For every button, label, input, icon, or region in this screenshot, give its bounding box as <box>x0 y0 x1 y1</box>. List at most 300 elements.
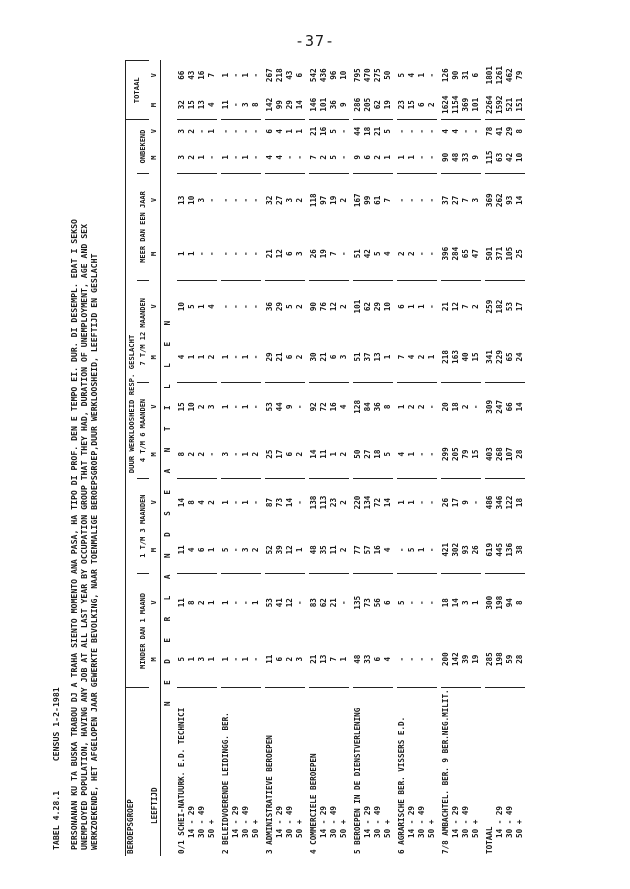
cell-value: 21 <box>441 302 450 312</box>
cell-value: 77 <box>353 526 363 574</box>
cell-value: 4 <box>197 500 206 505</box>
cell-value: 32 <box>177 90 187 120</box>
cell-value: 1 <box>207 129 216 134</box>
cell-value: 44 <box>275 402 284 412</box>
cell-value: 396 <box>441 227 451 281</box>
cell-value: - <box>251 500 260 505</box>
age-label: 50 + <box>251 819 260 838</box>
cell-value: - <box>197 227 207 281</box>
cell-value: 36 <box>329 90 339 120</box>
period-header-gt1y: MEER DAN EEN JAAR <box>137 173 148 281</box>
cell-value: 1 <box>187 227 197 281</box>
cell-value: 1 <box>427 332 437 383</box>
table-row <box>485 61 495 857</box>
cell-value: 2 <box>339 430 349 478</box>
cell-value: - <box>427 600 436 605</box>
cell-value: 51 <box>353 227 363 281</box>
cell-value: 521 <box>505 90 515 120</box>
cell-value: 135 <box>353 595 362 610</box>
table-row <box>515 61 525 857</box>
sex-header: V <box>150 73 159 78</box>
cell-value: 47 <box>471 227 481 281</box>
cell-value: 35 <box>319 526 329 574</box>
cell-value: 101 <box>471 90 481 120</box>
cell-value: 122 <box>505 495 514 510</box>
cell-value: - <box>427 227 437 281</box>
cell-value: 6 <box>275 631 285 688</box>
cell-value: 1 <box>295 526 305 574</box>
cell-value: 5 <box>285 304 294 309</box>
cell-value: 1 <box>251 600 260 605</box>
cell-value: 2 <box>417 404 426 410</box>
cell-value: 2 <box>339 526 349 574</box>
cell-value: 6 <box>265 129 274 134</box>
cell-value: 13 <box>319 631 329 688</box>
table-row <box>187 61 197 857</box>
cell-value: 3 <box>285 197 294 203</box>
cell-value: 267 <box>265 68 274 83</box>
cell-value: 5 <box>383 129 392 134</box>
cell-value: - <box>295 500 304 505</box>
cell-value: 93 <box>505 195 514 205</box>
cell-value: 2 <box>295 197 304 203</box>
sex-header: M <box>150 102 159 108</box>
cell-value: 462 <box>505 68 514 83</box>
cell-value: 1 <box>241 404 250 410</box>
cell-value: 4 <box>177 332 187 383</box>
cell-value: 17 <box>275 430 285 478</box>
cell-value: 167 <box>353 193 362 208</box>
cell-value: 2 <box>251 430 261 478</box>
cell-value: 1 <box>417 72 426 78</box>
cell-value: 299 <box>441 430 451 478</box>
cell-value: 7 <box>329 227 339 281</box>
cell-value: 94 <box>505 598 514 608</box>
census-date: CENSUS 1-2-1981 <box>51 687 61 762</box>
beroepsgroep-label: BEROEPSGROEP <box>126 799 135 854</box>
cell-value: 6 <box>383 600 392 605</box>
age-label: 30 - 49 <box>461 805 470 838</box>
cell-value: 7 <box>329 631 339 688</box>
cell-value: 445 <box>495 526 505 574</box>
sex-header: V <box>150 404 159 409</box>
table-row <box>221 61 231 857</box>
cell-value: 99 <box>275 90 285 120</box>
table-row <box>339 61 349 857</box>
cell-value: 1 <box>397 142 407 173</box>
cell-value: 29 <box>285 90 295 120</box>
cell-value: 5 <box>373 227 383 281</box>
cell-value: 1624 <box>441 90 451 120</box>
age-label: 50 + <box>295 819 304 838</box>
table-row <box>197 61 207 857</box>
cell-value: 72 <box>373 497 382 508</box>
unemployment-table <box>125 60 525 856</box>
cell-value: 4 <box>383 526 393 574</box>
cell-value: 1 <box>339 631 349 688</box>
cell-value: 7 <box>461 197 470 203</box>
cell-value: - <box>231 500 240 505</box>
cell-value: - <box>427 526 437 574</box>
cell-value: 19 <box>329 195 338 205</box>
cell-value: 7 <box>207 72 216 78</box>
cell-value: 48 <box>451 142 461 173</box>
cell-value: 4 <box>451 129 460 134</box>
age-label: 30 - 49 <box>197 805 206 838</box>
cell-value: 7 <box>309 142 319 173</box>
cell-value: 285 <box>485 631 495 688</box>
cell-value: 501 <box>485 227 495 281</box>
cell-value: 182 <box>495 299 504 314</box>
cell-value: 42 <box>363 227 373 281</box>
table-row <box>471 61 481 857</box>
cell-value: 619 <box>485 526 495 574</box>
cell-value: - <box>251 404 260 410</box>
cell-value: 126 <box>441 68 450 83</box>
cell-value: - <box>407 631 417 688</box>
cell-value: - <box>285 142 295 173</box>
cell-value: 90 <box>441 142 451 173</box>
cell-value: 12 <box>329 302 338 312</box>
cell-value: 19 <box>319 227 329 281</box>
cell-value: 21 <box>265 227 275 281</box>
period-header-lt1: MINDER DAN 1 MAAND <box>137 574 148 688</box>
cell-value: 10 <box>187 402 196 412</box>
age-label: 30 - 49 <box>373 805 382 838</box>
cell-value: 23 <box>329 497 338 508</box>
cell-value: 20 <box>441 402 450 412</box>
cell-value: - <box>397 129 406 134</box>
cell-value: - <box>251 197 260 203</box>
cell-value: 5 <box>177 631 187 688</box>
cell-value: 52 <box>265 526 275 574</box>
table-row <box>285 61 295 857</box>
sex-header: V <box>150 304 159 309</box>
cell-value: 14 <box>515 402 524 412</box>
table-row <box>451 61 461 857</box>
cell-value: 101 <box>319 90 329 120</box>
cell-value: 48 <box>353 631 363 688</box>
cell-value: 4 <box>383 631 393 688</box>
cell-value: 15 <box>471 332 481 383</box>
cell-value: 1 <box>471 600 480 605</box>
cell-value: - <box>197 129 206 134</box>
cell-value: 371 <box>495 227 505 281</box>
cell-value: 1 <box>241 430 251 478</box>
cell-value: 99 <box>363 195 372 205</box>
cell-value: 1 <box>285 129 294 134</box>
cell-value: 101 <box>353 299 362 314</box>
cell-value: - <box>221 227 231 281</box>
cell-value: 3 <box>241 526 251 574</box>
cell-value: 13 <box>373 332 383 383</box>
cell-value: 90 <box>309 302 318 312</box>
duur-header: DUUR WERKLOOSHEID RESP. GESLACHT <box>126 120 138 688</box>
region-label: N E D E R L A N D S E A N T I L L E N <box>163 314 172 706</box>
cell-value: 21 <box>319 332 329 383</box>
cell-value: 105 <box>505 227 515 281</box>
cell-value: 18 <box>441 598 450 608</box>
cell-value: 92 <box>309 402 318 412</box>
table-row <box>251 61 261 857</box>
cell-value: 1 <box>221 142 231 173</box>
cell-value: 1 <box>177 227 187 281</box>
cell-value: - <box>407 600 416 605</box>
cell-value: - <box>241 600 250 605</box>
cell-value: 9 <box>285 404 294 410</box>
period-header-totaal: TOTAAL <box>126 61 149 120</box>
cell-value: 12 <box>285 598 294 608</box>
cell-value: 76 <box>319 302 328 312</box>
cell-value: - <box>295 600 304 605</box>
cell-value: 19 <box>383 90 393 120</box>
cell-value: 66 <box>505 402 514 412</box>
cell-value: - <box>461 129 470 134</box>
cell-value: 3 <box>295 631 305 688</box>
cell-value: 115 <box>485 142 495 173</box>
cell-value: 38 <box>515 526 525 574</box>
cell-value: - <box>417 600 426 605</box>
cell-value: - <box>251 129 260 134</box>
cell-value: 1 <box>221 500 230 505</box>
cell-value: 37 <box>441 195 450 205</box>
cell-value: 369 <box>485 193 494 208</box>
cell-value: 11 <box>319 430 329 478</box>
cell-value: 23 <box>397 90 407 120</box>
cell-value: 6 <box>197 526 207 574</box>
subtitle-dutch: WERKZOEKENDE, HET AFGELOPEN JAAR GEWERKTE BEVOLKING, NAAR TOENMALIGE BEROEPSGROEP,DUUR WERKLOOSHEID, LEEFTIJD EN GESLACHT <box>89 253 99 850</box>
cell-value: 2 <box>407 227 417 281</box>
table-subtitle <box>69 60 99 850</box>
cell-value: 36 <box>373 402 382 412</box>
cell-value: 3 <box>177 142 187 173</box>
cell-value: 15 <box>177 402 186 412</box>
sex-header: V <box>150 197 159 203</box>
table-row <box>495 61 505 857</box>
table-row <box>265 61 275 857</box>
period-header-1-3: 1 T/M 3 MAANDEN <box>137 478 148 574</box>
cell-value: - <box>231 404 240 410</box>
cell-value: 33 <box>363 631 373 688</box>
rotated-sheet <box>45 60 595 860</box>
cell-value: 1592 <box>495 90 505 120</box>
cell-value: 2 <box>295 304 304 309</box>
cell-value: 2 <box>207 332 217 383</box>
cell-value: 1 <box>221 72 230 78</box>
cell-value: 220 <box>353 495 362 510</box>
group-label: 3 ADMINISTRATIEVE BEROEPEN <box>265 735 274 854</box>
cell-value: 2 <box>373 142 383 173</box>
cell-value: 44 <box>353 126 362 136</box>
cell-value: 43 <box>285 70 294 80</box>
cell-value: 113 <box>319 495 328 510</box>
sex-header: M <box>150 547 159 553</box>
cell-value: 1 <box>241 631 251 688</box>
cell-value: 53 <box>265 598 274 608</box>
cell-value: 4 <box>275 129 284 134</box>
cell-value: 16 <box>329 402 338 412</box>
cell-value: 3 <box>221 430 231 478</box>
cell-value: 53 <box>505 302 514 312</box>
cell-value: 30 <box>309 332 319 383</box>
cell-value: 4 <box>397 430 407 478</box>
cell-value: 1 <box>407 500 416 505</box>
cell-value: 73 <box>363 598 372 608</box>
table-row <box>461 61 471 857</box>
cell-value: 7 <box>397 332 407 383</box>
cell-value: 28 <box>515 631 525 688</box>
cell-value: 39 <box>275 526 285 574</box>
cell-value: - <box>427 500 436 505</box>
cell-value: - <box>231 332 241 383</box>
cell-value: - <box>339 600 348 605</box>
cell-value: 3 <box>295 227 305 281</box>
cell-value: 2 <box>295 332 305 383</box>
cell-value: 1 <box>197 142 207 173</box>
cell-value: 4 <box>441 129 450 134</box>
cell-value: 3 <box>177 129 186 134</box>
cell-value: 2264 <box>485 90 495 120</box>
cell-value: 1 <box>197 332 207 383</box>
cell-value: 2 <box>319 142 329 173</box>
cell-value: - <box>417 142 427 173</box>
cell-value: 151 <box>515 90 525 120</box>
table-row <box>295 61 305 857</box>
cell-value: 6 <box>471 72 480 78</box>
period-header-4-6: 4 T/M 6 MAANDEN <box>137 383 148 479</box>
cell-value: 79 <box>461 430 471 478</box>
cell-value: 29 <box>373 302 382 312</box>
cell-value: - <box>207 197 216 203</box>
cell-value: 309 <box>485 399 494 414</box>
cell-value: 87 <box>265 497 274 508</box>
age-label: 50 + <box>339 819 348 838</box>
table-row <box>231 61 241 857</box>
cell-value: - <box>251 631 261 688</box>
cell-value: 53 <box>265 402 274 412</box>
cell-value: 8 <box>251 90 261 120</box>
cell-value: 18 <box>363 126 372 136</box>
cell-value: 1 <box>241 500 250 505</box>
age-label: 30 - 49 <box>285 805 294 838</box>
cell-value: 18 <box>451 402 460 412</box>
cell-value: - <box>221 304 230 309</box>
cell-value: 21 <box>329 598 338 608</box>
cell-value: 84 <box>363 402 372 412</box>
cell-value: - <box>207 227 217 281</box>
cell-value: - <box>207 142 217 173</box>
cell-value: 31 <box>461 70 470 80</box>
cell-value: - <box>417 227 427 281</box>
cell-value: 51 <box>353 332 363 383</box>
cell-value: 78 <box>485 126 494 136</box>
cell-value: 1 <box>207 526 217 574</box>
cell-value: 436 <box>319 68 328 83</box>
cell-value: 48 <box>309 526 319 574</box>
age-label: 14 - 29 <box>187 805 196 838</box>
table-row <box>427 61 437 857</box>
cell-value: 1 <box>407 430 417 478</box>
cell-value: 1 <box>241 72 250 78</box>
cell-value: 146 <box>309 90 319 120</box>
cell-value: 65 <box>505 332 515 383</box>
group-label: TOTAAL <box>485 826 494 854</box>
cell-value: 1261 <box>495 66 504 85</box>
cell-value: 1 <box>329 430 339 478</box>
cell-value: - <box>231 142 241 173</box>
cell-value: - <box>397 197 406 203</box>
table-row <box>329 61 339 857</box>
cell-value: 142 <box>451 631 461 688</box>
cell-value: 2 <box>187 129 196 134</box>
cell-value: 36 <box>265 302 274 312</box>
cell-value: - <box>295 404 304 410</box>
cell-value: 15 <box>187 90 197 120</box>
cell-value: 1 <box>221 600 230 605</box>
cell-value: - <box>427 404 436 410</box>
cell-value: - <box>397 631 407 688</box>
cell-value: 8 <box>187 600 196 605</box>
age-label: 50 + <box>207 819 216 838</box>
cell-value: - <box>231 526 241 574</box>
cell-value: 11 <box>177 526 187 574</box>
cell-value: 8 <box>515 600 524 605</box>
age-label: 14 - 29 <box>319 805 328 838</box>
cell-value: 118 <box>309 193 318 208</box>
table-row <box>505 61 515 857</box>
cell-value: 11 <box>265 631 275 688</box>
cell-value: 286 <box>353 90 363 120</box>
cell-value: 65 <box>461 227 471 281</box>
cell-value: - <box>241 227 251 281</box>
cell-value: 17 <box>515 302 524 312</box>
group-label: 0/1 SCHEI-NATUURK. E.D. TECHNICI <box>177 707 186 854</box>
sex-header: M <box>150 355 159 360</box>
cell-value: - <box>339 227 349 281</box>
cell-value: 50 <box>383 70 392 80</box>
cell-value: 12 <box>451 302 460 312</box>
cell-value: 1 <box>241 332 251 383</box>
cell-value: 3 <box>461 600 470 605</box>
period-header-onbekend: ONBEKEND <box>137 120 148 173</box>
cell-value: - <box>221 197 230 203</box>
cell-value: - <box>397 526 407 574</box>
cell-value: 73 <box>275 497 284 508</box>
cell-value: 4 <box>407 332 417 383</box>
cell-value: - <box>339 142 349 173</box>
cell-value: - <box>427 430 437 478</box>
table-row <box>319 61 329 857</box>
cell-value: 3 <box>471 197 480 203</box>
cell-value: 2 <box>339 500 348 505</box>
cell-value: 1 <box>187 332 197 383</box>
cell-value: 18 <box>515 497 524 508</box>
cell-value: 56 <box>373 598 382 608</box>
cell-value: 4 <box>187 526 197 574</box>
cell-value: 2 <box>339 304 348 309</box>
cell-value: 25 <box>515 227 525 281</box>
table-row <box>373 61 383 857</box>
cell-value: 50 <box>353 430 363 478</box>
cell-value: 341 <box>485 332 495 383</box>
sex-header: M <box>150 155 159 160</box>
cell-value: 72 <box>319 402 328 412</box>
cell-value: 6 <box>329 332 339 383</box>
cell-value: 421 <box>441 526 451 574</box>
cell-value: 259 <box>485 299 494 314</box>
subtitle-english: UNEMPLOYED POPULATION, HAVING ANY JOB AT ALL LAST YEAR BY OCCUPATION GROUP THAT THEY HAD, DURATION OF UNEMPLOYMENT, AGE AND SEX <box>79 223 89 850</box>
cell-value: - <box>417 500 426 505</box>
